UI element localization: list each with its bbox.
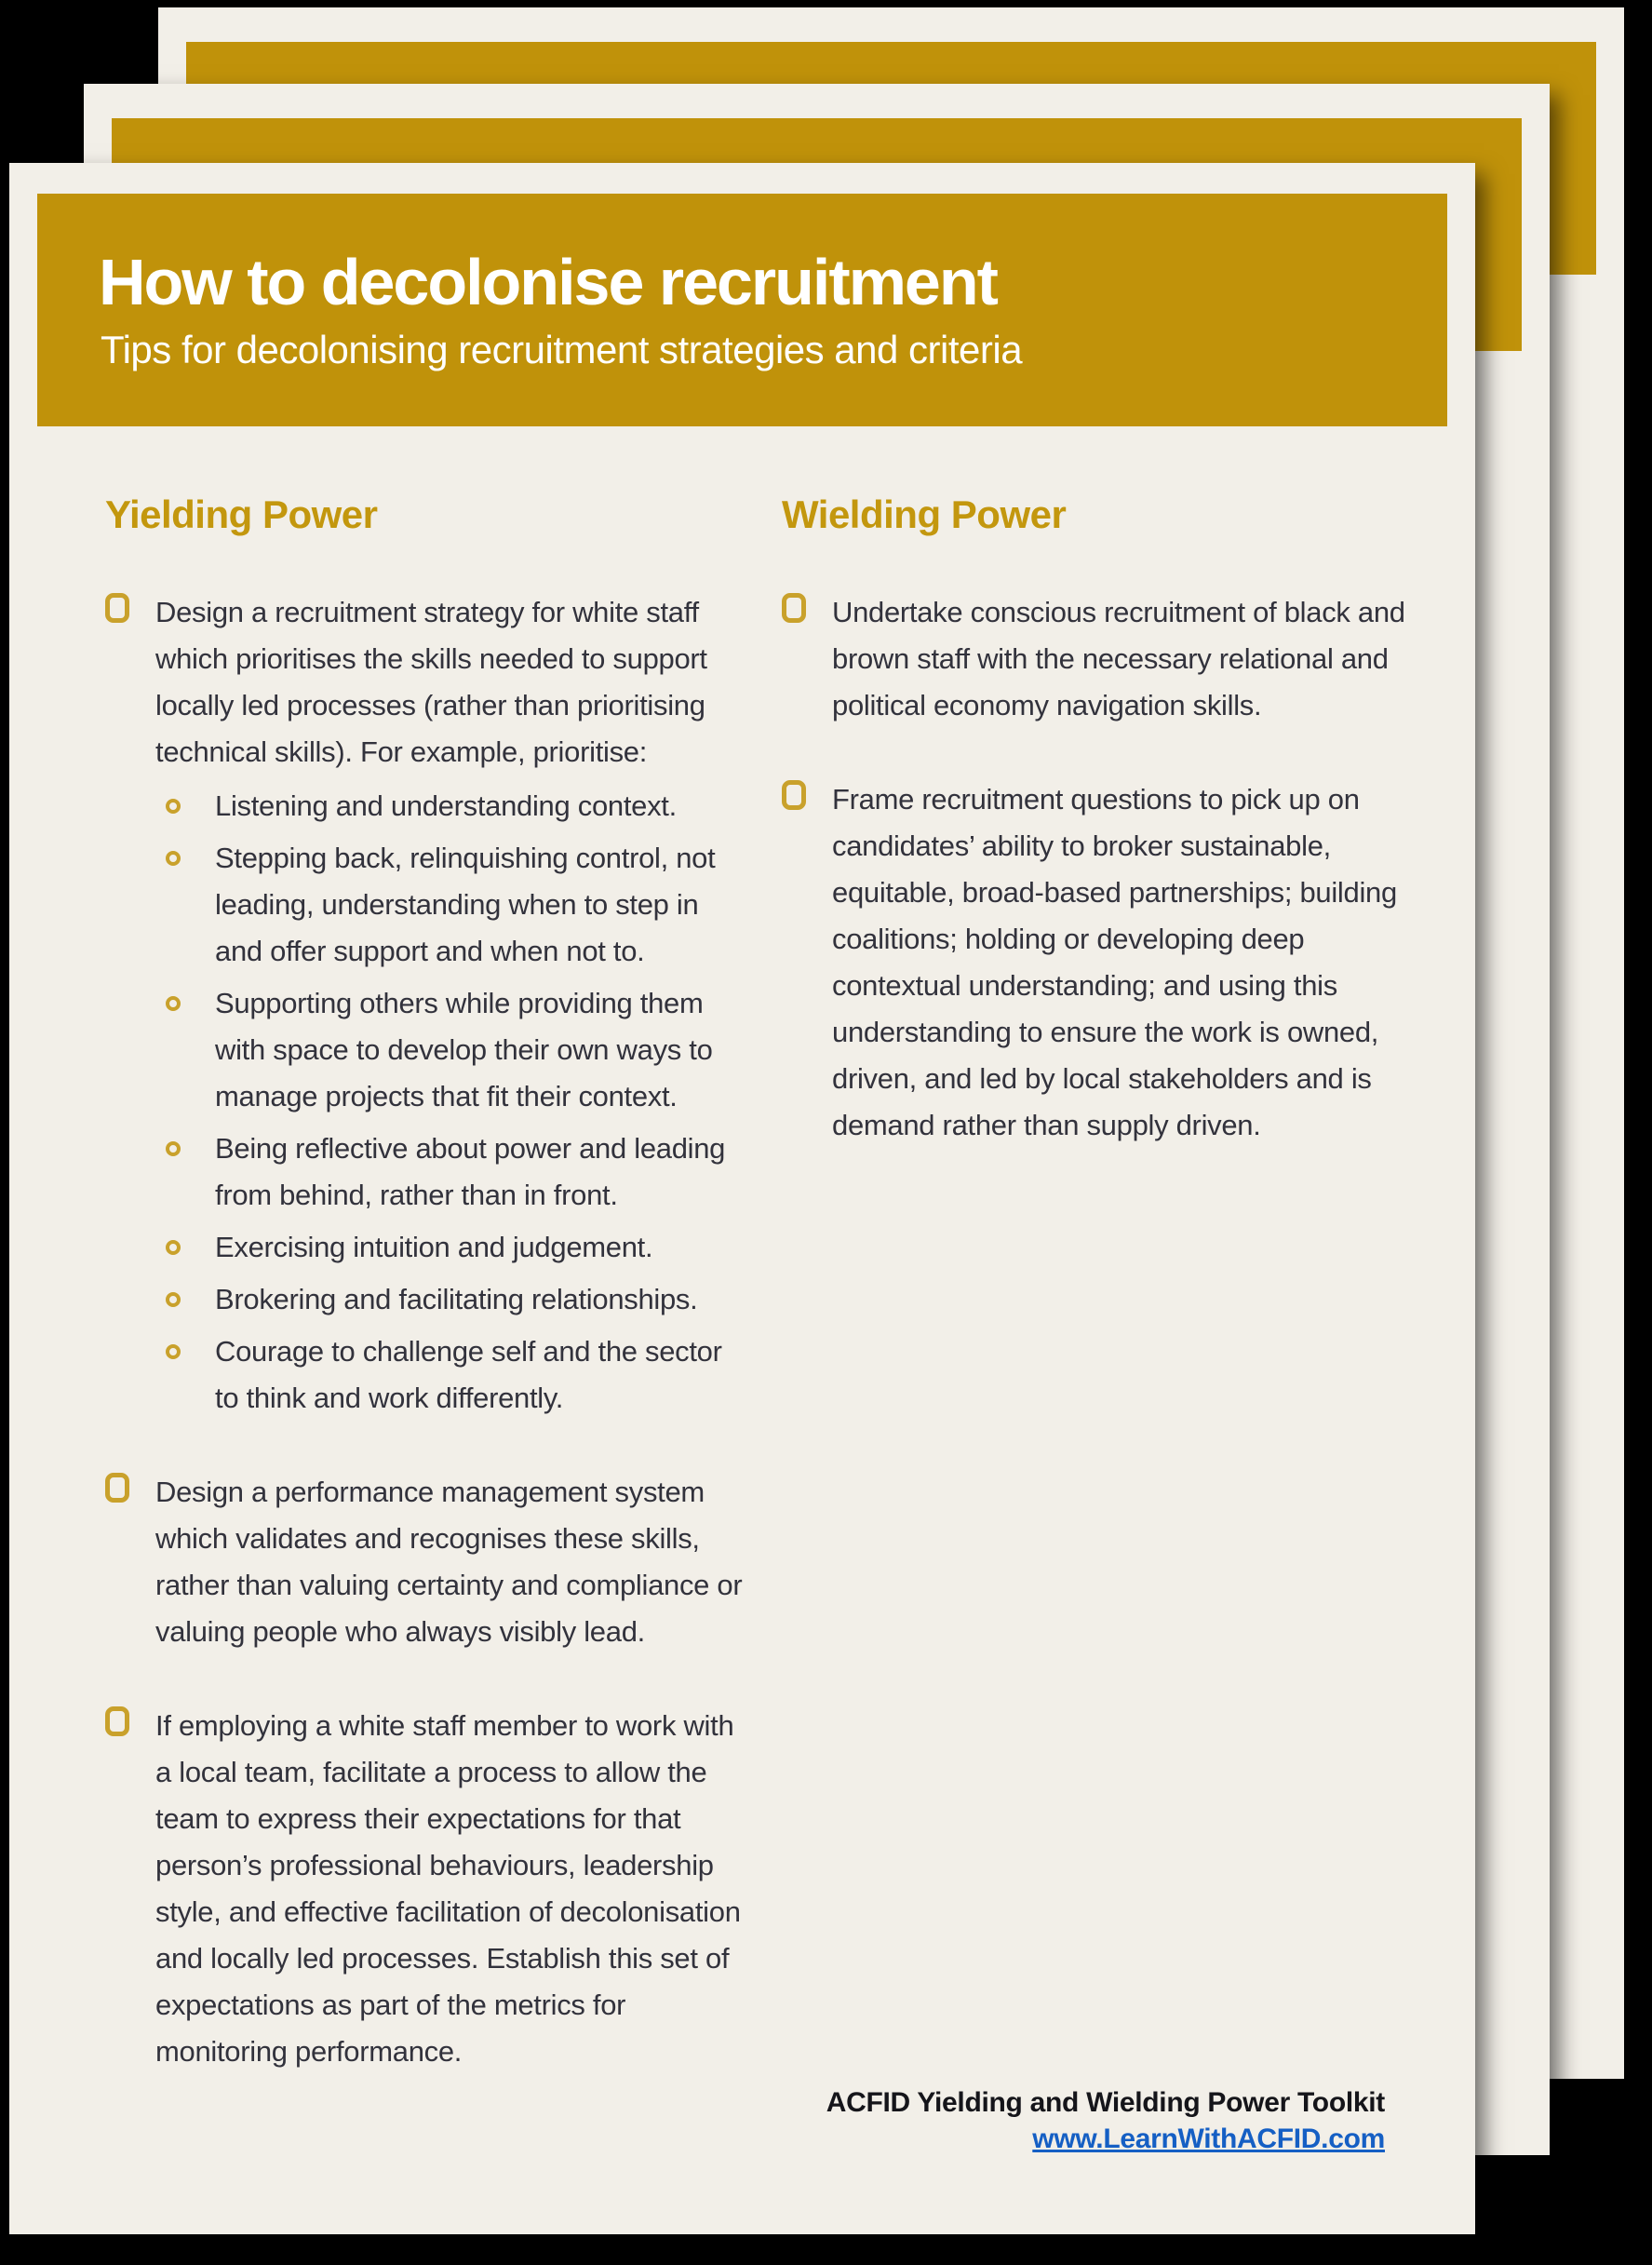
checklist-item-text: If employing a white staff member to work with a local team, facilitate a process to allow the team to express their expectations for that person’s professional behaviours, leadership style, and effective facilitation of decolonisation and locally led processes. Establish this set of expectations as part of the metrics for monitoring performance. bbox=[155, 1709, 741, 2068]
checklist-item bbox=[96, 1469, 747, 1655]
sub-bullet-item bbox=[155, 783, 747, 829]
sub-bullet-text: Brokering and facilitating relationships. bbox=[215, 1283, 698, 1315]
sub-bullet-item bbox=[155, 1328, 747, 1422]
sub-bullet-text: Exercising intuition and judgement. bbox=[215, 1231, 653, 1263]
sub-bullet-item bbox=[155, 1276, 747, 1323]
bullet-icon bbox=[166, 1240, 181, 1255]
column-heading-wielding: Wielding Power bbox=[782, 492, 1067, 536]
page-title: How to decolonise recruitment bbox=[99, 246, 997, 318]
bullet-icon bbox=[166, 1292, 181, 1307]
column-heading-yielding: Yielding Power bbox=[105, 492, 378, 536]
sub-bullet-item bbox=[155, 980, 747, 1120]
bullet-icon bbox=[166, 1344, 181, 1359]
sub-bullet-text: Supporting others while providing them with space to develop their own ways to manage projects that fit their context. bbox=[215, 987, 713, 1112]
sub-bullet-text: Courage to challenge self and the sector to think and work differently. bbox=[215, 1335, 722, 1414]
sub-bullet-item bbox=[155, 835, 747, 975]
checkbox-icon bbox=[782, 780, 806, 810]
bullet-icon bbox=[166, 851, 181, 866]
checklist-item-text: Frame recruitment questions to pick up on candidates’ ability to broker sustainable, equitable, broad-based partnerships; building coalitions; holding or developing deep contextual understanding; and using this understanding to ensure the work is owned, driven, and led by local stakeholders and is demand rather than supply driven. bbox=[832, 783, 1397, 1141]
column-yielding-power bbox=[96, 489, 747, 2123]
bullet-icon bbox=[166, 1141, 181, 1156]
sub-bullet-text: Stepping back, relinquishing control, not leading, understanding when to step in and offer support and when not to. bbox=[215, 842, 716, 967]
checklist-item bbox=[96, 589, 747, 1422]
checklist-item bbox=[772, 776, 1424, 1149]
footer-toolkit-label: ACFID Yielding and Wielding Power Toolkit bbox=[826, 2087, 1385, 2118]
sub-bullet-text: Listening and understanding context. bbox=[215, 789, 677, 822]
checklist-item-text: Design a performance management system which validates and recognises these skills, rather than valuing certainty and compliance or valuing people who always visibly lead. bbox=[155, 1476, 743, 1648]
footer-link[interactable]: www.LearnWithACFID.com bbox=[1032, 2123, 1385, 2154]
sub-bullet-item bbox=[155, 1126, 747, 1219]
sub-bullet-item bbox=[155, 1224, 747, 1271]
checklist-item bbox=[772, 589, 1424, 729]
checkbox-icon bbox=[105, 593, 129, 623]
checklist-item-text: Undertake conscious recruitment of black and brown staff with the necessary relational and political economy navigation skills. bbox=[832, 596, 1405, 721]
checkbox-icon bbox=[105, 1473, 129, 1503]
sub-bullet-text: Being reflective about power and leading from behind, rather than in front. bbox=[215, 1132, 726, 1211]
checklist-item bbox=[96, 1703, 747, 2075]
bullet-icon bbox=[166, 799, 181, 814]
checklist-item-text: Design a recruitment strategy for white staff which prioritises the skills needed to support locally led processes (rather than prioritising technical skills). For example, prioritise: bbox=[155, 596, 707, 768]
footer bbox=[826, 2084, 1385, 2162]
checkbox-icon bbox=[782, 593, 806, 623]
bullet-icon bbox=[166, 996, 181, 1011]
front-page bbox=[9, 163, 1475, 2234]
checkbox-icon bbox=[105, 1706, 129, 1736]
page-subtitle: Tips for decolonising recruitment strategies and criteria bbox=[101, 328, 1023, 371]
sub-bullet-list bbox=[155, 783, 747, 1422]
column-wielding-power bbox=[772, 489, 1424, 1196]
